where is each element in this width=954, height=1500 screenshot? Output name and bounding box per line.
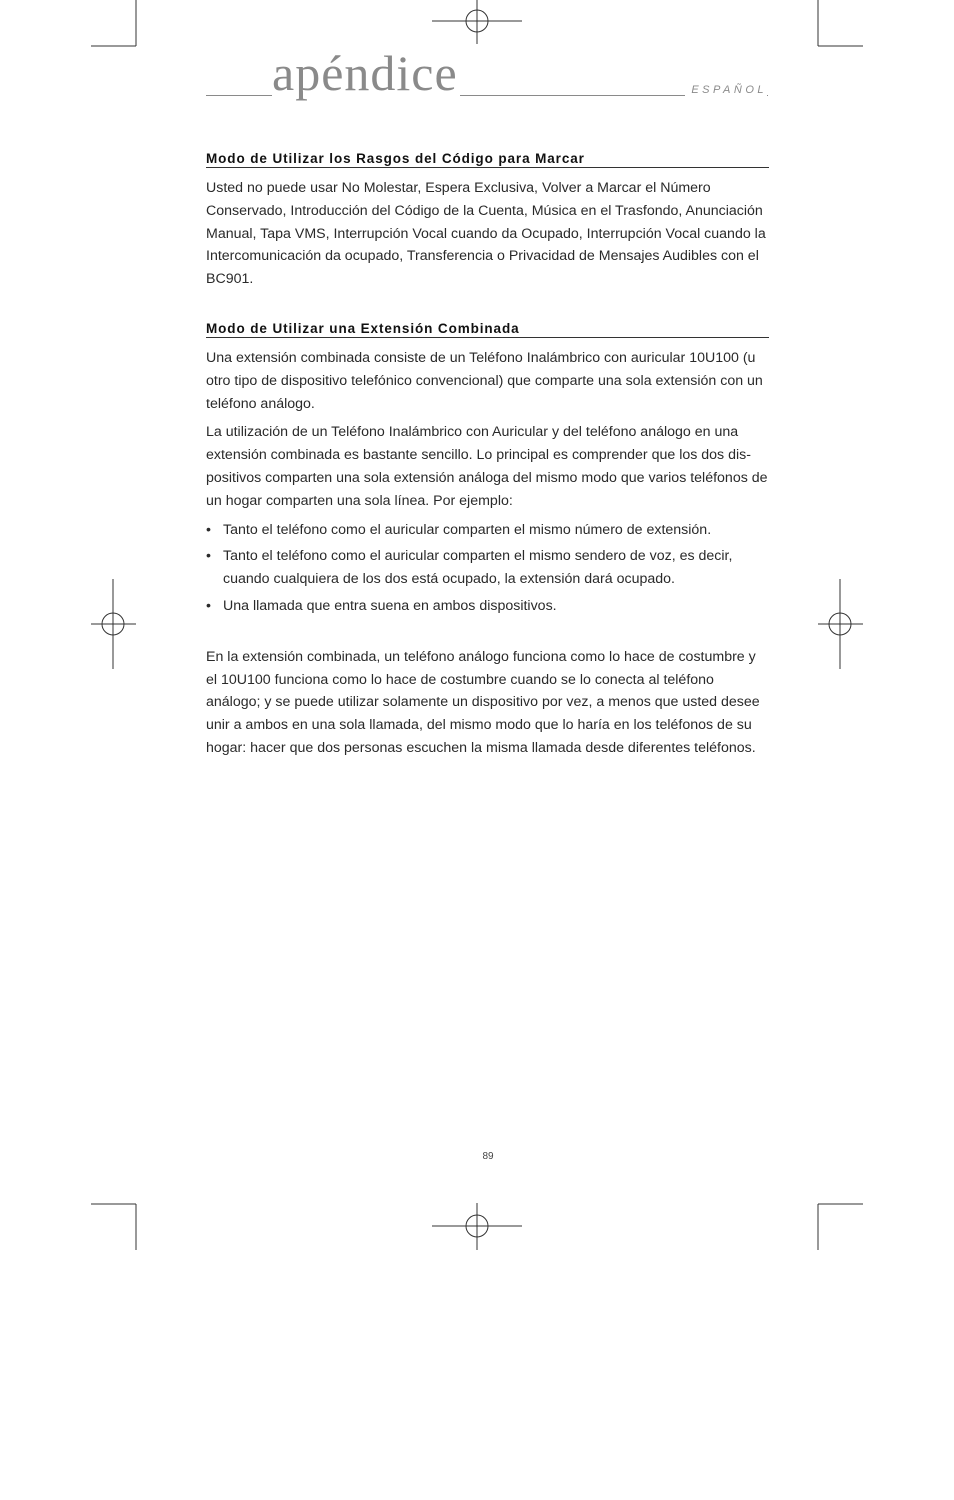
section-heading-combined-extension: Modo de Utilizar una Extensión Combinada [206,321,769,338]
bullet-icon: • [206,521,211,538]
list-item-text: Una llamada que entra suena en ambos dispositivos. [223,597,557,614]
language-label: ESPAÑOL [685,84,767,96]
page-number: 89 [482,1151,494,1162]
paragraph: La utilización de un Teléfono Inalámbrico con Auricular y del teléfono análogo en una extensión combinada es bastante sencillo. Lo principal es comprender que los dos dis-positivos comparten una sola extensión análoga del mismo modo que varios teléfonos de un hogar comparten una sola línea. Por ejemplo: [206,424,768,509]
paragraph: Una extensión combinada consiste de un Teléfono Inalámbrico con auricular 10U100 (u otro tipo de dispositivo telefónico convencional) que comparte una sola extensión con un teléfono análogo. [206,349,763,412]
bullet-list [206,519,769,618]
paragraph: En la extensión combinada, un teléfono análogo funciona como lo hace de costumbre y el 10U100 funciona como lo hace de costumbre cuando se lo conecta al teléfono análogo; y se puede utilizar solamente un dispositivo por vez, a menos que usted desee unir a ambos en una sola llamada, del mismo modo que lo haría en los teléfonos de su hogar: hacer que dos personas escuchen la misma llamada desde diferentes teléfonos. [206,648,760,756]
bullet-icon: • [206,597,211,614]
list-item-text: Tanto el teléfono como el auricular comparten el mismo sendero de voz, es decir, cuando cualquiera de los dos está ocupado, la extensión dará ocupado. [223,548,733,588]
paragraph: Usted no puede usar No Molestar, Espera Exclusiva, Volver a Marcar el Número Conservado, Introducción del Código de la Cuenta, Música en el Trasfondo, Anunciación Manual, Tapa VMS, Interrupción Vocal cuando da Ocupado, Interrupción Vocal cuando la Intercomunicación da ocupado, Transferencia o Privacidad de Mensajes Audibles con el BC901. [206,180,766,288]
page-content [206,151,769,766]
list-item [206,595,769,618]
list-item [206,519,769,542]
section-heading-dial-code: Modo de Utilizar los Rasgos del Código para Marcar [206,151,769,168]
list-item-text: Tanto el teléfono como el auricular comparten el mismo número de extensión. [223,521,712,538]
chapter-title: apéndice [272,45,458,101]
list-item [206,545,769,591]
bullet-icon: • [206,548,211,565]
